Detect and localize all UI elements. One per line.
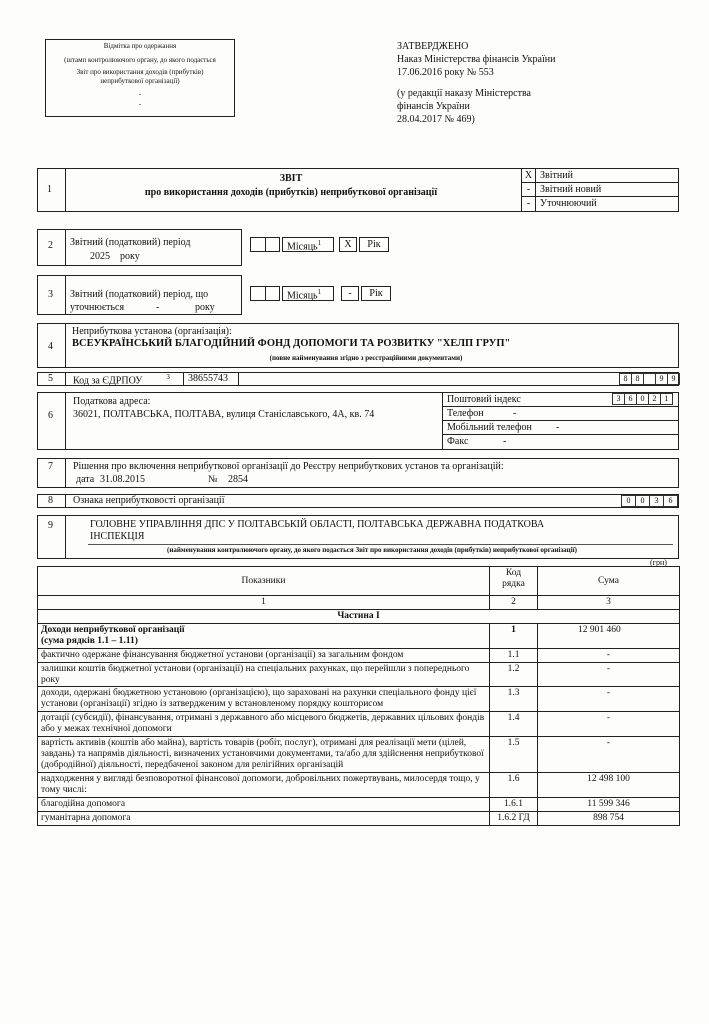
organization-label: Неприбуткова установа (організація):: [72, 326, 232, 337]
row-label: фактично одержане фінансування бюджетної установи (організації) за загальним фондом: [38, 648, 490, 662]
section-4-number: 4: [48, 341, 53, 352]
postal-code-digits[interactable]: [613, 393, 673, 405]
stamp-line-5: -: [138, 90, 142, 98]
type-mark-clarifying[interactable]: -: [526, 198, 531, 209]
sign-digit: 0: [621, 495, 636, 507]
clarified-year-mark-box[interactable]: [341, 286, 359, 301]
row-label: благодійна допомога: [38, 797, 490, 811]
stamp-line-6: -: [138, 100, 142, 108]
register-number[interactable]: 2854: [228, 474, 248, 485]
type-mark-new[interactable]: -: [526, 184, 531, 195]
postal-digit: 0: [636, 393, 649, 405]
clarified-period-label-2: уточнюється: [70, 302, 125, 313]
register-date-label: дата: [76, 474, 95, 485]
row-sum[interactable]: -: [538, 687, 680, 712]
extra-digit: 9: [655, 373, 668, 385]
type-label-clarifying: Уточнюючий: [540, 198, 597, 209]
section-3-number: 3: [48, 289, 53, 300]
edrpou-code[interactable]: 38655743: [188, 373, 228, 384]
section-7-number: 7: [48, 461, 53, 472]
mobile-value[interactable]: -: [556, 422, 560, 433]
column-number-2: 2: [490, 596, 538, 610]
section-1-number: 1: [47, 184, 52, 195]
postal-digit: 6: [624, 393, 637, 405]
section-9: [37, 515, 679, 559]
organization-note: (повне найменування згідно з реєстраційними документами): [269, 354, 463, 362]
row-sum[interactable]: -: [538, 648, 680, 662]
edrpou-sup: 3: [166, 373, 170, 381]
period-year[interactable]: 2025: [90, 251, 110, 262]
stamp-line-4: неприбуткової організації): [100, 77, 180, 85]
nonprofit-sign-digits[interactable]: [622, 495, 678, 507]
table-row: [38, 662, 680, 687]
approval-line-5: фінансів України: [397, 101, 470, 112]
approval-line-6: 28.04.2017 № 469): [397, 114, 475, 125]
clarified-year-mark: -: [348, 288, 352, 299]
type-label-new: Звітний новий: [540, 184, 602, 195]
tax-authority-line-2[interactable]: ІНСПЕКЦІЯ: [90, 531, 145, 542]
clarified-year-label: Рік: [369, 288, 383, 299]
row-sum[interactable]: 898 754: [538, 811, 680, 825]
period-year-label: Рік: [367, 239, 381, 250]
section-1: [37, 168, 679, 212]
section-6-number: 6: [48, 410, 53, 421]
period-year-mark: X: [344, 239, 352, 250]
period-month-digits[interactable]: [250, 237, 280, 252]
section-9-number: 9: [48, 520, 53, 531]
row-label: надходження у вигляді безповоротної фінансової допомоги, добровільних пожертвувань, милосердя тощо, у тому числі:: [38, 772, 490, 797]
table-row: [38, 772, 680, 797]
row-label: [38, 623, 490, 648]
organization-name[interactable]: ВСЕУКРАЇНСЬКИЙ БЛАГОДІЙНИЙ ФОНД ДОПОМОГИ ТА РОЗВИТКУ "ХЕЛП ГРУП": [72, 338, 511, 349]
header-code-line-1: Код: [505, 568, 522, 578]
extra-digit: 9: [667, 373, 680, 385]
register-date[interactable]: 31.08.2015: [100, 474, 145, 485]
header-code: [490, 567, 538, 596]
fax-value[interactable]: -: [503, 436, 507, 447]
clarified-period-suffix: року: [195, 302, 215, 313]
table-row: [38, 797, 680, 811]
approval-line-1: ЗАТВЕРДЖЕНО: [397, 41, 469, 52]
section-8: [37, 494, 679, 508]
row-code: 1.4: [490, 712, 538, 737]
stamp-line-1: Відмітка про одержання: [103, 42, 177, 50]
part-title: Частина І: [38, 609, 680, 623]
extra-digit: 8: [631, 373, 644, 385]
clarified-period-year[interactable]: -: [156, 302, 160, 313]
section-3: [37, 275, 242, 315]
table-row: [38, 687, 680, 712]
approval-line-3: 17.06.2016 року № 553: [397, 67, 494, 78]
period-month-sup: 1: [317, 239, 322, 247]
clarified-month-sup: 1: [317, 288, 322, 296]
table-row: [38, 737, 680, 773]
clarified-year-box: [361, 286, 391, 301]
section-8-number: 8: [48, 495, 53, 506]
report-title: ЗВІТ: [279, 173, 303, 184]
type-mark-reporting[interactable]: X: [524, 170, 533, 181]
row-label-line-1: Доходи неприбуткової організації: [41, 624, 185, 635]
postal-label: Поштовий індекс: [447, 394, 521, 405]
row-label: дотації (субсидії), фінансування, отримані з державного або місцевого бюджетів, державних цільових фондів або у межах технічної допомоги: [38, 712, 490, 737]
row-label-line-2: (сума рядків 1.1 – 1.11): [41, 635, 138, 646]
type-label-reporting: Звітний: [540, 170, 573, 181]
stamp-line-2: (штамп контролюючого органу, до якого подається: [64, 56, 216, 64]
row-code: 1.6: [490, 772, 538, 797]
section-5: [37, 372, 679, 386]
row-code: 1.6.2 ГД: [490, 811, 538, 825]
stamp-line-3: Звіт про використання доходів (прибутків): [76, 68, 204, 76]
tax-authority-line-1[interactable]: ГОЛОВНЕ УПРАВЛІННЯ ДПС У ПОЛТАВСЬКІЙ ОБЛАСТІ, ПОЛТАВСЬКА ДЕРЖАВНА ПОДАТКОВА: [90, 519, 545, 530]
row-code: 1.3: [490, 687, 538, 712]
section-7: [37, 458, 679, 488]
section-6: [37, 392, 679, 450]
approval-line-4: (у редакції наказу Міністерства: [397, 88, 531, 99]
phone-value[interactable]: -: [513, 408, 517, 419]
row-code: 1.2: [490, 662, 538, 687]
receipt-stamp-box: [45, 39, 235, 117]
approval-block: [397, 40, 555, 126]
report-subtitle: про використання доходів (прибутків) неприбуткової організації: [144, 187, 438, 198]
period-label: Звітний (податковий) період: [70, 237, 191, 248]
header-code-line-2: рядка: [502, 578, 525, 589]
address-label: Податкова адреса:: [73, 396, 151, 407]
section-5-number: 5: [48, 373, 53, 384]
row-label: доходи, одержані бюджетною установою (організацією), що зараховані на рахунки спеціального фонду цієї установи (організації) згідно із затвердженим у встановленому порядку кошторисом: [38, 687, 490, 712]
extra-digit: 8: [619, 373, 632, 385]
period-month-box: [282, 237, 334, 252]
header-sum: Сума: [538, 567, 680, 596]
currency-unit: (грн): [650, 558, 667, 567]
fax-label: Факс: [447, 436, 469, 447]
clarified-period-label: Звітний (податковий) період, що: [70, 289, 209, 300]
postal-digit: 1: [660, 393, 673, 405]
mobile-label: Мобільний телефон: [447, 422, 532, 433]
section-2: [37, 229, 242, 266]
period-month-label: Місяць: [287, 241, 318, 253]
phone-label: Телефон: [447, 408, 484, 419]
row-sum[interactable]: -: [538, 662, 680, 687]
table-row: [38, 712, 680, 737]
approval-line-2: Наказ Міністерства фінансів України: [397, 54, 556, 65]
postal-digit: 3: [612, 393, 625, 405]
edrpou-label: Код за ЄДРПОУ: [73, 375, 143, 387]
register-number-label: №: [208, 474, 218, 485]
clarified-month-box: [282, 286, 334, 301]
period-year-mark-box[interactable]: [339, 237, 357, 252]
tax-authority-note: (найменування контролюючого органу, до якого подається Звіт про використання доходів (прибутків) неприбуткової організації): [167, 546, 577, 554]
row-code: 1.1: [490, 648, 538, 662]
sign-digit: 3: [649, 495, 664, 507]
table-row: [38, 648, 680, 662]
sign-digit: 6: [663, 495, 678, 507]
row-code: 1: [490, 623, 538, 648]
clarified-month-digits[interactable]: [250, 286, 280, 301]
column-number-3: 3: [538, 596, 680, 610]
nonprofit-sign-label: Ознака неприбутковості організації: [73, 495, 225, 506]
row-sum[interactable]: -: [538, 737, 680, 773]
row-label: вартість активів (коштів або майна), вартість товарів (робіт, послуг), отримані для реалізації мети (цілей, завдань) та напрямів діяльності, визначених установчими документами, та/або для здійснення неприбуткової (добродійної) діяльності, передбаченої законом для релігійних організацій: [38, 737, 490, 773]
table-row: [38, 623, 680, 648]
section-4: [37, 323, 679, 368]
row-label: гуманітарна допомога: [38, 811, 490, 825]
postal-digit: 2: [648, 393, 661, 405]
column-number-1: 1: [38, 596, 490, 610]
period-year-suffix: року: [120, 251, 140, 262]
row-code: 1.5: [490, 737, 538, 773]
edrpou-extra-digits: [620, 373, 680, 385]
row-sum[interactable]: 11 599 346: [538, 797, 680, 811]
row-sum[interactable]: 12 901 460: [538, 623, 680, 648]
row-sum[interactable]: -: [538, 712, 680, 737]
period-year-box: [359, 237, 389, 252]
row-code: 1.6.1: [490, 797, 538, 811]
income-table: [37, 566, 680, 826]
address-value[interactable]: 36021, ПОЛТАВСЬКА, ПОЛТАВА, вулиця Станіславського, 4А, кв. 74: [73, 409, 375, 420]
row-sum[interactable]: 12 498 100: [538, 772, 680, 797]
table-row: [38, 811, 680, 825]
register-label: Рішення про включення неприбуткової організації до Реєстру неприбуткових установ та організацій:: [73, 461, 504, 472]
row-label: залишки коштів бюджетної установи (організації) на спеціальних рахунках, що перейшли з попереднього року: [38, 662, 490, 687]
sign-digit: 0: [635, 495, 650, 507]
clarified-month-label: Місяць: [287, 290, 318, 302]
section-2-number: 2: [48, 240, 53, 251]
header-indicators: Показники: [38, 567, 490, 596]
